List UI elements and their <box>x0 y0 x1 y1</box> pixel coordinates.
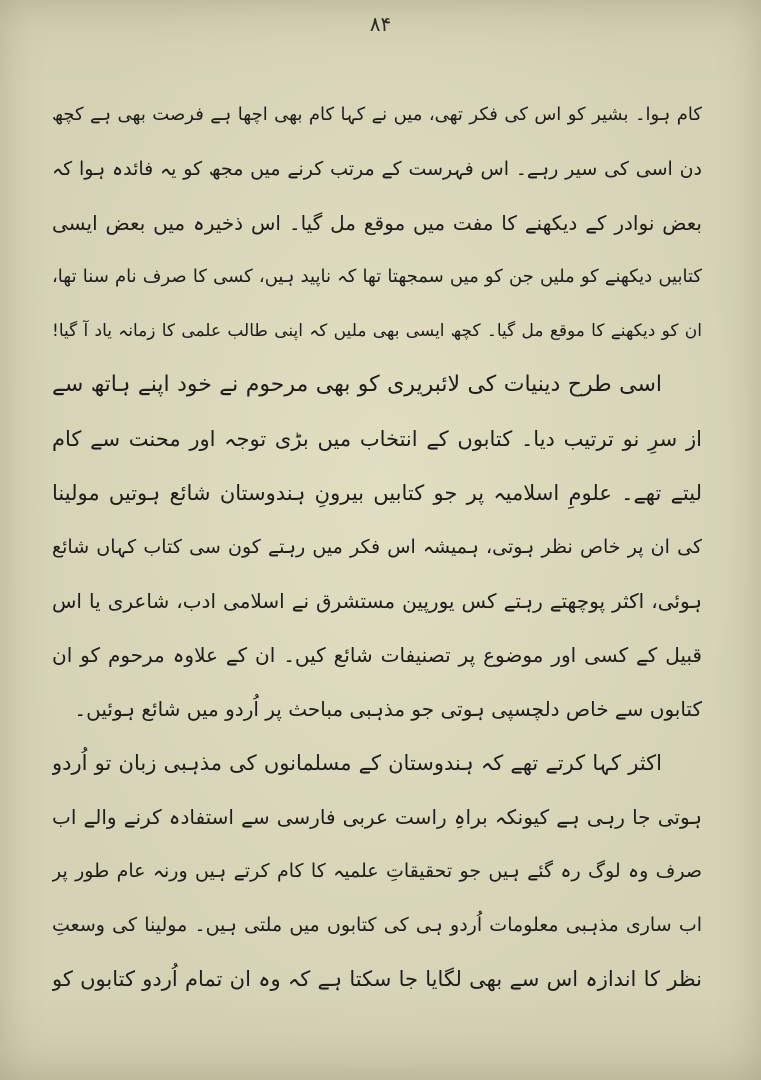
text-line: بعض نوادر کے دیکھنے کا مفت میں موقع مل گیا۔ اس ذخیرہ میں بعض ایسی <box>52 211 702 235</box>
text-line: از سرِ نو ترتیب دیا۔ کتابوں کے انتخاب میں بڑی توجہ اور محنت سے کام <box>52 427 702 451</box>
body-text <box>52 88 702 1006</box>
text-line: قبیل کے کسی اور موضوع پر تصنیفات شائع کیں۔ ان کے علاوہ مرحوم کو ان <box>52 643 702 667</box>
text-line: اکثر کہا کرتے تھے کہ ہندوستان کے مسلمانوں کی مذہبی زبان تو اُردو <box>52 751 662 775</box>
text-line: کتابوں سے خاص دلچسپی ہوتی جو مذہبی مباحث پر اُردو میں شائع ہوئیں۔ <box>74 697 702 721</box>
text-line: کی ان پر خاص نظر ہوتی، ہمیشہ اس فکر میں رہتے کون سی کتاب کہاں شائع <box>52 536 702 558</box>
text-line: لیتے تھے۔ علومِ اسلامیہ پر جو کتابیں بیرونِ ہندوستان شائع ہوتیں مولینا <box>52 481 702 505</box>
text-line: کام ہوا۔ بشیر کو اس کی فکر تھی، میں نے کہا کام بھی اچھا ہے فرصت بھی ہے کچھ <box>52 104 702 125</box>
text-line: ہوتی جا رہی ہے کیونکہ براہِ راست عربی فارسی سے استفادہ کرنے والے اب <box>52 805 702 829</box>
text-line: ہوئی، اکثر پوچھتے رہتے کس یورپین مستشرق نے اسلامی ادب، شاعری یا اس <box>52 589 702 613</box>
page-number: ۸۴ <box>369 12 392 36</box>
text-line: صرف وہ لوگ رہ گئے ہیں جو تحقیقاتِ علمیہ کا کام کرتے ہیں ورنہ عام طور پر <box>52 860 702 882</box>
text-line: اسی طرح دینیات کی لائبریری کو بھی مرحوم نے خود اپنے ہاتھ سے <box>52 372 662 397</box>
text-line: نظر کا اندازہ اس سے بھی لگایا جا سکتا ہے کہ وہ ان تمام اُردو کتابوں کو <box>52 967 702 991</box>
text-line: ان کو دیکھنے کا موقع مل گیا۔ کچھ ایسی بھی ملیں کہ اپنی طالب علمی کا زمانہ یاد آ گیا! <box>52 321 702 341</box>
text-line: کتابیں دیکھنے کو ملیں جن کو میں سمجھتا تھا کہ ناپید ہیں، کسی کا صرف نام سنا تھا، <box>52 266 702 287</box>
text-line: اب ساری مذہبی معلومات اُردو ہی کی کتابوں میں ملتی ہیں۔ مولینا کی وسعتِ <box>52 914 702 936</box>
text-line: دن اسی کی سیر رہے۔ اس فہرست کے مرتب کرنے میں مجھ کو یہ فائدہ ہوا کہ <box>52 158 702 180</box>
